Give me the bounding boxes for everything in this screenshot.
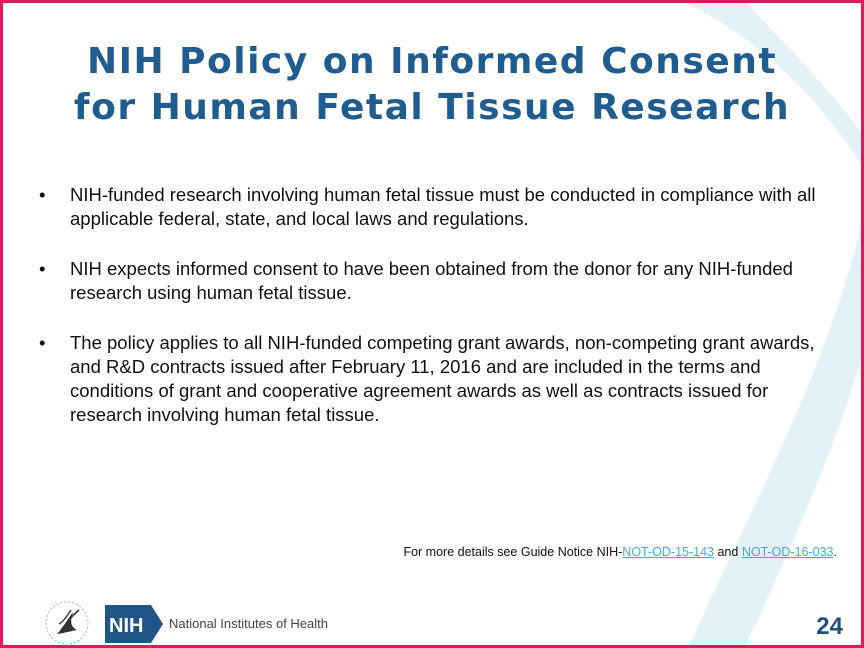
bullet-item: [39, 183, 839, 231]
bullet-item: [39, 331, 839, 427]
bullet-marker: •: [39, 332, 46, 353]
title-line-2: for Human Fetal Tissue Research: [73, 87, 791, 128]
nih-badge-text: NIH: [109, 615, 144, 637]
title-line-1: NIH Policy on Informed Consent: [86, 41, 778, 82]
bullet-marker: •: [39, 258, 46, 279]
bullet-item: [39, 257, 839, 305]
notice-link-15-143[interactable]: NOT-OD-15-143: [622, 545, 714, 559]
institute-name: National Institutes of Health: [169, 616, 328, 631]
footnote-suffix: .: [833, 545, 837, 559]
nih-logo-icon: [105, 605, 163, 643]
page-number: 24: [816, 613, 843, 640]
bullet-marker: •: [39, 184, 46, 205]
bullet-text: NIH expects informed consent to have been obtained from the donor for any NIH-funded research using human fetal tissue.: [70, 258, 793, 303]
bullet-list: [39, 183, 839, 453]
notice-link-16-033[interactable]: NOT-OD-16-033: [741, 545, 834, 559]
footnote-prefix: For more details see Guide Notice NIH-: [403, 545, 623, 559]
hhs-eagle-logo-icon: [43, 600, 91, 646]
footnote-middle: and: [714, 545, 742, 559]
bullet-text: The policy applies to all NIH-funded competing grant awards, non-competing grant awards, and R&D contracts issued after February 11, 2016 and are included in the terms and conditions of grant and cooperative agreement awards as well as contracts issued for research involving human fetal tissue.: [70, 332, 815, 425]
slide-title: [33, 39, 831, 131]
bullet-text: NIH-funded research involving human fetal tissue must be conducted in compliance with all applicable federal, state, and local laws and regulations.: [70, 184, 816, 229]
guide-notice-footnote: [403, 545, 837, 559]
